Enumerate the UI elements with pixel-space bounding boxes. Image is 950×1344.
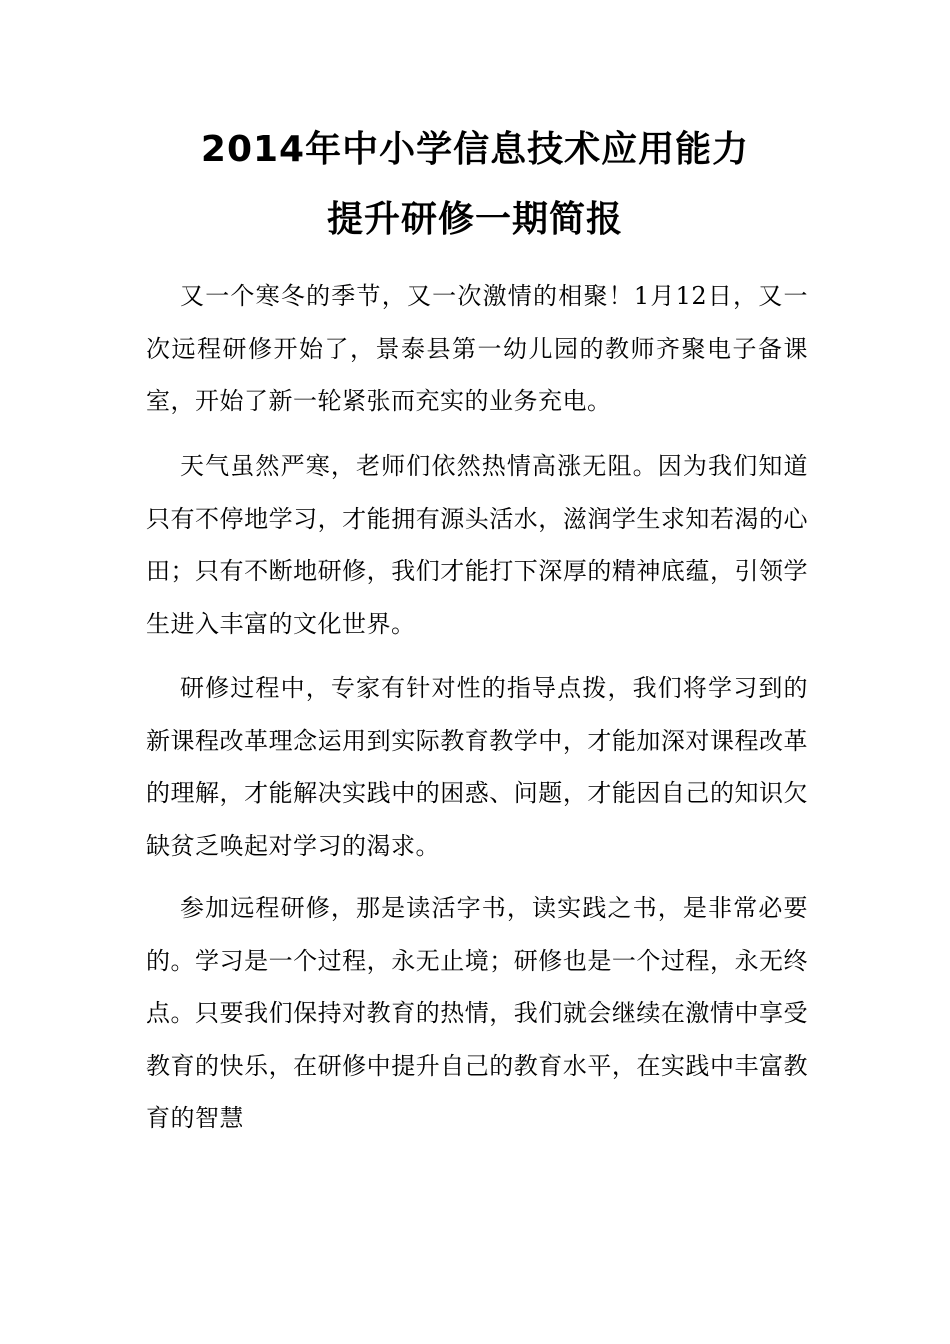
paragraph-4: 参加远程研修，那是读活字书，读实践之书，是非常必要的。学习是一个过程，永无止境；研修也是一个过程，永无终点。只要我们保持对教育的热情，我们就会继续在激情中享受教育的快乐，在研修中提升自己的教育水平，在实践中丰富教育的智慧	[146, 894, 808, 1132]
document-title-line-2: 提升研修一期简报	[326, 199, 623, 240]
paragraph-2: 天气虽然严寒，老师们依然热情高涨无阻。因为我们知道只有不停地学习，才能拥有源头活水，滋润学生求知若渴的心田；只有不断地研修，我们才能打下深厚的精神底蕴，引领学生进入丰富的文化世界。	[146, 452, 808, 638]
paragraph-3: 研修过程中，专家有针对性的指导点拨，我们将学习到的新课程改革理念运用到实际教育教学中，才能加深对课程改革的理解，才能解决实践中的困惑、问题，才能因自己的知识欠缺贫乏唤起对学习的渴求。	[146, 674, 808, 860]
document-title-line-1: 2014年中小学信息技术应用能力	[200, 129, 750, 170]
paragraph-1: 又一个寒冬的季节，又一次激情的相聚！1月12日，又一次远程研修开始了，景泰县第一幼儿园的教师齐聚电子备课室，开始了新一轮紧张而充实的业务充电。	[146, 282, 808, 415]
